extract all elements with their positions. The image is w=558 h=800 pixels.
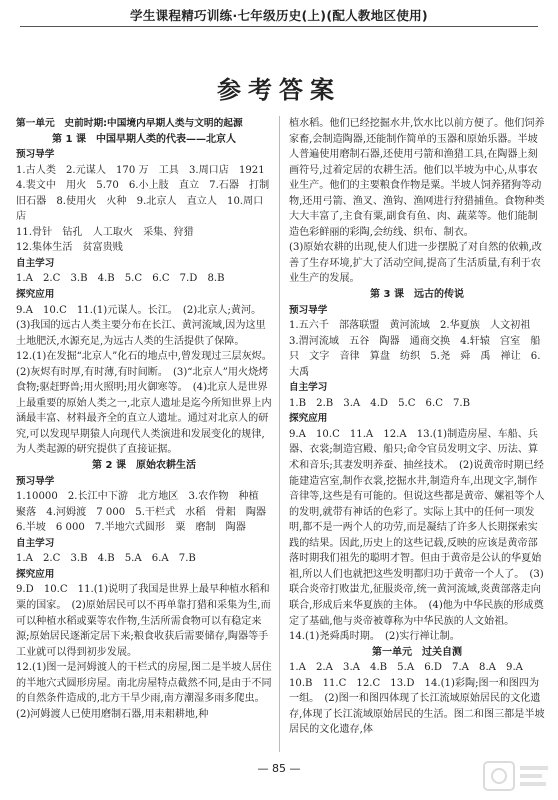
unit-heading: 第一单元 史前时期:中国境内早期人类与文明的起源 bbox=[16, 118, 243, 129]
answer-paragraph: 9.D 10.C 11.(1)说明了我国是世界上最早种植水稻和粟的国家。 (2)原始居民可以不再单靠打猎和采集为生,而可以种植水稻或粟等农作物,生活所需食物可以有稳定来源;原始居民逐渐定居下来;粮食收获后需要储存,陶器等手工业就可以得到初步发展。 bbox=[16, 584, 271, 658]
left-column bbox=[16, 116, 280, 722]
answer-paragraph: 9.A 10.C 11.(1)元谋人。长江。 (2)北京人;黄河。 (3)我国的远古人类主要分布在长江、黄河流域,因为这里土地肥沃,水源充足,为远古人类的生活提供了保障。 bbox=[16, 304, 267, 347]
answer-paragraph: 1.A 2.C 3.B 4.B 5.A 6.A 7.B bbox=[16, 553, 196, 565]
section-heading: 探究应用 bbox=[289, 413, 328, 425]
column-divider bbox=[279, 116, 280, 752]
lesson-heading: 第一单元 过关自测 bbox=[372, 646, 462, 658]
section-heading: 预习导学 bbox=[289, 304, 328, 316]
watermark-logo bbox=[482, 758, 552, 794]
section-heading: 预习导学 bbox=[16, 475, 55, 487]
section-heading: 自主学习 bbox=[16, 257, 55, 269]
section-heading: 自主学习 bbox=[16, 537, 55, 549]
answer-paragraph: 植水稻。他们已经挖掘水井,饮水比以前方便了。他们饲养家畜,会制造陶器,还能制作简单的玉器和原始乐器。半坡人普遍使用磨制石器,还使用弓箭和渔猎工具,在陶器上刻画符号,过着定居的农耕生活。他们以半坡为中心,从事农业生产。他们的主要粮食作物是粟。半坡人饲养猪狗等动物,还用弓箭、渔叉、渔钩、渔网进行狩猎捕鱼。食物种类大大丰富了,主食有粟,副食有鱼、肉、蔬菜等。他们能制造色彩鲜丽的彩陶,会纺线、织布、制衣。 bbox=[289, 118, 545, 238]
page-number: — 85 — bbox=[257, 762, 301, 775]
answer-paragraph: 1.A 2.A 3.A 4.B 5.A 6.D 7.A 8.A 9.A 10.B 11.C 12.C 13.D 14.(1)彩陶;图一和图四为一组。 (2)图一和图四体现了长江流域原始居民的文化遗存,体现了长江流域原始居民的生活。图二和图三都是半坡居民的文化遗存,体 bbox=[289, 662, 545, 736]
right-column bbox=[289, 116, 545, 738]
section-heading: 自主学习 bbox=[289, 382, 328, 394]
lesson-heading: 第 2 课 原始农耕生活 bbox=[92, 460, 196, 472]
answer-paragraph: 11.骨针 钻孔 人工取火 采集、狩猎 bbox=[16, 226, 194, 238]
answer-paragraph: 1.五六千 部落联盟 黄河流域 2.华夏族 人文初祖 3.渭河流域 五谷 陶器 通商交换 4.轩辕 宫室 船只 文字 音律 算盘 纺织 5.尧 舜 禹 禅让 6.大禹 bbox=[289, 320, 541, 378]
answer-paragraph: 1.B 2.B 3.A 4.D 5.C 6.C 7.B bbox=[289, 397, 471, 409]
header-rule bbox=[20, 26, 538, 27]
lesson-heading: 第 3 课 远古的传说 bbox=[370, 289, 464, 301]
answer-paragraph: 1.A 2.C 3.B 4.B 5.C 6.C 7.D 8.B bbox=[16, 273, 225, 285]
answer-paragraph: (3)原始农耕的出现,使人们进一步摆脱了对自然的依赖,改善了生存环境,扩大了活动空间,提高了生活质量,有利于农业生产的发展。 bbox=[289, 242, 542, 285]
section-heading: 预习导学 bbox=[16, 149, 55, 161]
answer-paragraph: 12.(1)在发掘“北京人”化石的地点中,曾发现过三层灰烬。 (2)灰烬有时厚,有时薄,有时间断。 (3)“北京人”用火烧烤食物;驱赶野兽;用火照明;用火御寒等。 (4)北京人是世界上最重要的原始人类之一,北京人遗址是迄今所知世界上内涵最丰富、材料最齐全的直立人遗址。通过对北京人的研究,可以发现早期猿人向现代人类演进和发展变化的规律,为人类起源的研究提供了直接证据。 bbox=[16, 351, 277, 456]
answer-paragraph: 9.A 10.C 11.A 12.A 13.(1)制造房屋、车船、兵器、衣裳;制造宫殿、船只;命令官员发明文字、历法、算术和音乐;其妻发明养蚕、抽丝技术。 (2)说黄帝时期已经能建造宫室,制作衣裳,挖掘水井,制造舟车,出现文字,制作音律等,这些是有可能的。但说这些都是黄帝、嫘祖等个人的发明,就带有神话的色彩了。实际上其中的任何一项发明,都不是一两个人的功劳,而是凝结了许多人长期探索实践的结果。因此,历史上的这些记载,反映的应该是黄帝部落时期我们祖先的聪明才智。但由于黄帝是公认的华夏始祖,所以人们也就把这些发明都归功于黄帝一个人了。 (3)联合炎帝打败蚩尤,征服炎帝,统一黄河流域,炎黄部落走向联合,形成后来华夏族的主体。 (4)他为中华民族的形成奠定了基础,他与炎帝被尊称为中华民族的人文始祖。 bbox=[289, 428, 545, 627]
section-heading: 探究应用 bbox=[16, 568, 55, 580]
answer-paragraph: 1.10000 2.长江中下游 北方地区 3.农作物 种植 聚落 4.河姆渡 7 000 5.干栏式 水稻 骨耜 陶器 6.半坡 6 000 7.半地穴式圆形 粟 磨制 陶器 bbox=[16, 491, 277, 534]
header-title: 学生课程精巧训练·七年级历史(上)(配人教地区使用) bbox=[130, 8, 428, 23]
page-header bbox=[0, 0, 558, 30]
page-title: 参考答案 bbox=[217, 75, 341, 104]
answer-paragraph: 1.古人类 2.元谋人 170 万 工具 3.周口店 1921 4.裴文中 用火 5.70 6.小上肢 直立 7.石器 打制 旧石器 8.使用火 火种 9.北京人 直立人 10.周口店 bbox=[16, 164, 280, 223]
section-heading: 探究应用 bbox=[16, 289, 55, 301]
answer-paragraph: 12.集体生活 贫富贵贱 bbox=[16, 242, 123, 254]
answer-paragraph: 14.(1)尧舜禹时期。 (2)实行禅让制。 bbox=[289, 631, 460, 643]
answer-paragraph: 12.(1)图一是河姆渡人的干栏式的房屋,图二是半坡人居住的半地穴式圆形房屋。南北房屋特点截然不同,是由于不同的自然条件造成的,北方干旱少雨,南方潮湿多雨多爬虫。 (2)河姆渡人已使用磨制石器,用耒耜耕地,种 bbox=[16, 662, 272, 720]
lesson-heading: 第 1 课 中国早期人类的代表——北京人 bbox=[52, 133, 236, 145]
